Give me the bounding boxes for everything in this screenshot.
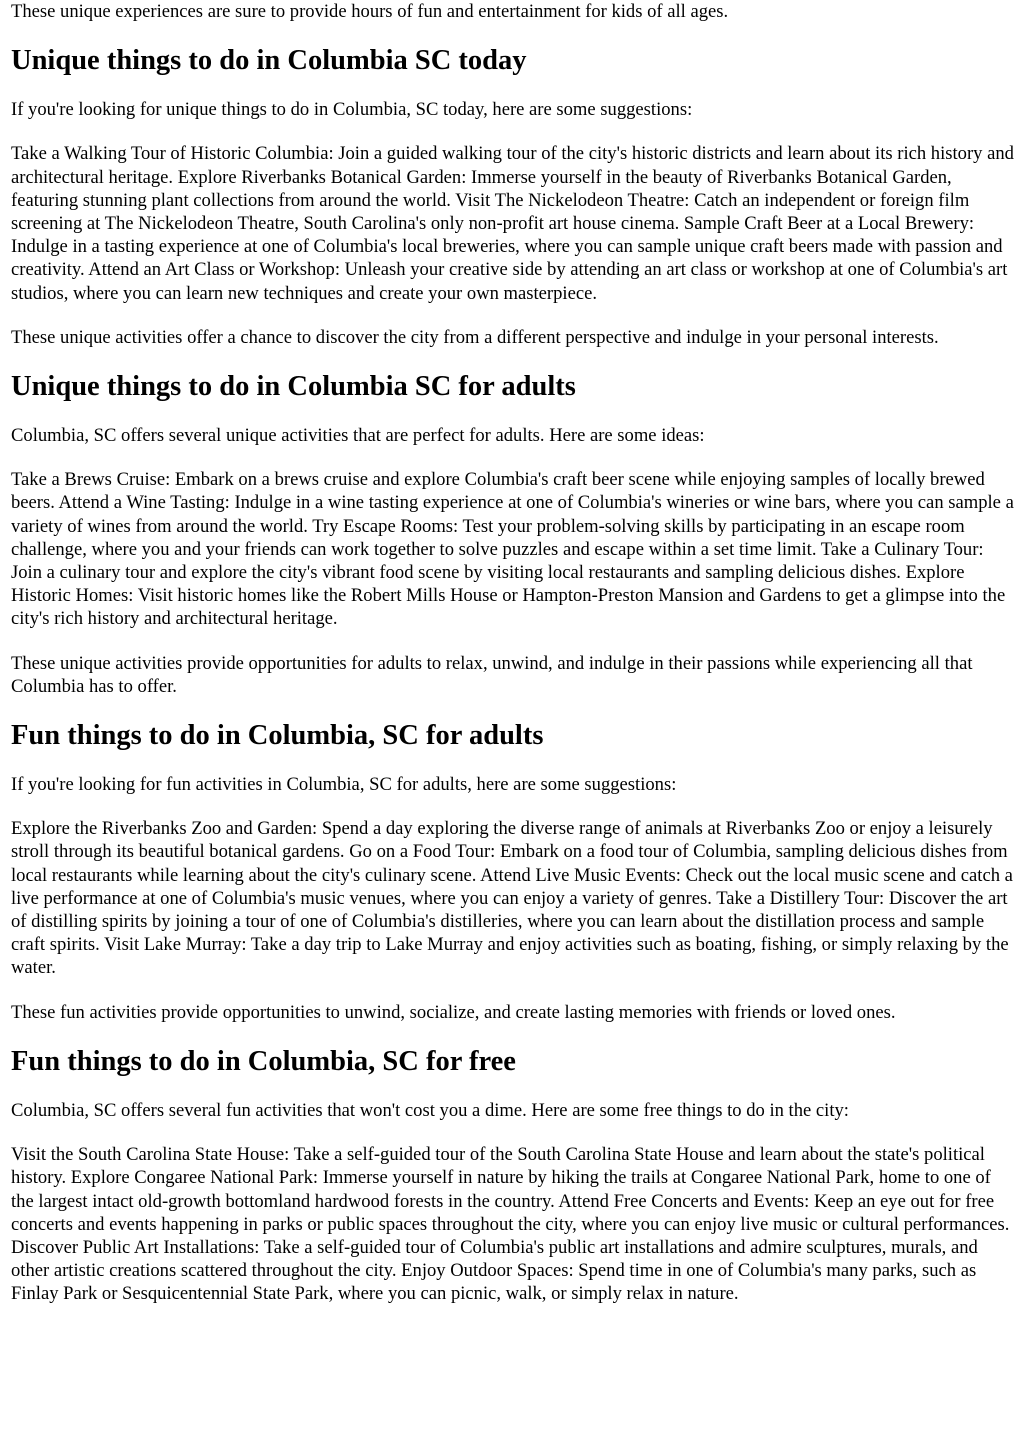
section-heading: Unique things to do in Columbia SC today	[11, 45, 527, 77]
section-lead-paragraph: Columbia, SC offers several fun activities that won't cost you a dime. Here are some free things to do in the city:	[11, 1099, 849, 1121]
section-body-paragraph: Take a Walking Tour of Historic Columbia: Join a guided walking tour of the city's historic districts and learn about its rich history and architectural heritage. Explore Riverbanks Botanical Garden: Immerse yourself in the beauty of Riverbanks Botanical Garden, featuring stunning plant collections from around the world. Visit The Nickelodeon Theatre: Catch an independent or foreign film screening at The Nickelodeon Theatre, South Carolina's only non-profit art house cinema. Sample Craft Beer at a Local Brewery: Indulge in a tasting experience at one of Columbia's local breweries, where you can sample unique craft beers made with passion and creativity. Attend an Art Class or Workshop: Unleash your creative side by attending an art class or workshop at one of Columbia's art studios, where you can learn new techniques and create your own masterpiece.	[11, 143, 1014, 304]
section-body-paragraph: Visit the South Carolina State House: Take a self-guided tour of the South Carolina State House and learn about the state's political history. Explore Congaree National Park: Immerse yourself in nature by hiking the trails at Congaree National Park, home to one of the largest intact old-growth bottomland hardwood forests in the country. Attend Free Concerts and Events: Keep an eye out for free concerts and events happening in parks or public spaces throughout the city, where you can enjoy live music or cultural performances. Discover Public Art Installations: Take a self-guided tour of Columbia's public art installations and admire sculptures, murals, and other artistic creations scattered throughout the city. Enjoy Outdoor Spaces: Spend time in one of Columbia's many parks, such as Finlay Park or Sesquicentennial State Park, where you can picnic, walk, or simply relax in nature.	[11, 1144, 1010, 1305]
section-fun-adults	[11, 719, 1014, 1024]
intro-paragraph: These unique experiences are sure to provide hours of fun and entertainment for kids of all ages.	[11, 1, 729, 22]
section-closing-paragraph: These unique activities offer a chance to discover the city from a different perspective and indulge in your personal interests.	[11, 326, 939, 348]
section-lead-paragraph: If you're looking for fun activities in Columbia, SC for adults, here are some suggestions:	[11, 774, 677, 796]
section-lead-paragraph: Columbia, SC offers several unique activities that are perfect for adults. Here are some ideas:	[11, 425, 705, 447]
section-lead-paragraph: If you're looking for unique things to do in Columbia, SC today, here are some suggestions:	[11, 99, 693, 121]
section-closing-paragraph: These fun activities provide opportunities to unwind, socialize, and create lasting memories with friends or loved ones.	[11, 1001, 896, 1023]
section-body-paragraph: Take a Brews Cruise: Embark on a brews cruise and explore Columbia's craft beer scene while enjoying samples of locally brewed beers. Attend a Wine Tasting: Indulge in a wine tasting experience at one of Columbia's wineries or wine bars, where you can sample a variety of wines from around the world. Try Escape Rooms: Test your problem-solving skills by participating in an escape room challenge, where you and your friends can work together to solve puzzles and escape within a set time limit. Take a Culinary Tour: Join a culinary tour and explore the city's vibrant food scene by visiting local restaurants and sampling delicious dishes. Explore Historic Homes: Visit historic homes like the Robert Mills House or Hampton-Preston Mansion and Gardens to get a glimpse into the city's rich history and architectural heritage.	[11, 469, 1014, 630]
section-body-paragraph: Explore the Riverbanks Zoo and Garden: Spend a day exploring the diverse range of animals at Riverbanks Zoo or enjoy a leisurely stroll through its beautiful botanical gardens. Go on a Food Tour: Embark on a food tour of Columbia, sampling delicious dishes from local restaurants while learning about the city's culinary scene. Attend Live Music Events: Check out the local music scene and catch a live performance at one of Columbia's music venues, where you can enjoy a variety of genres. Take a Distillery Tour: Discover the art of distilling spirits by joining a tour of one of Columbia's distilleries, where you can learn about the distillation process and sample craft spirits. Visit Lake Murray: Take a day trip to Lake Murray and enjoy activities such as boating, fishing, or simply relaxing by the water.	[11, 818, 1013, 979]
section-heading: Unique things to do in Columbia SC for adults	[11, 371, 576, 403]
section-heading: Fun things to do in Columbia, SC for adults	[11, 720, 544, 752]
section-fun-free	[11, 1045, 1014, 1306]
section-closing-paragraph: These unique activities provide opportunities for adults to relax, unwind, and indulge in their passions while experiencing all that Columbia has to offer.	[11, 652, 973, 697]
section-unique-today	[11, 44, 1014, 349]
section-heading: Fun things to do in Columbia, SC for free	[11, 1045, 516, 1077]
section-unique-adults	[11, 370, 1014, 698]
